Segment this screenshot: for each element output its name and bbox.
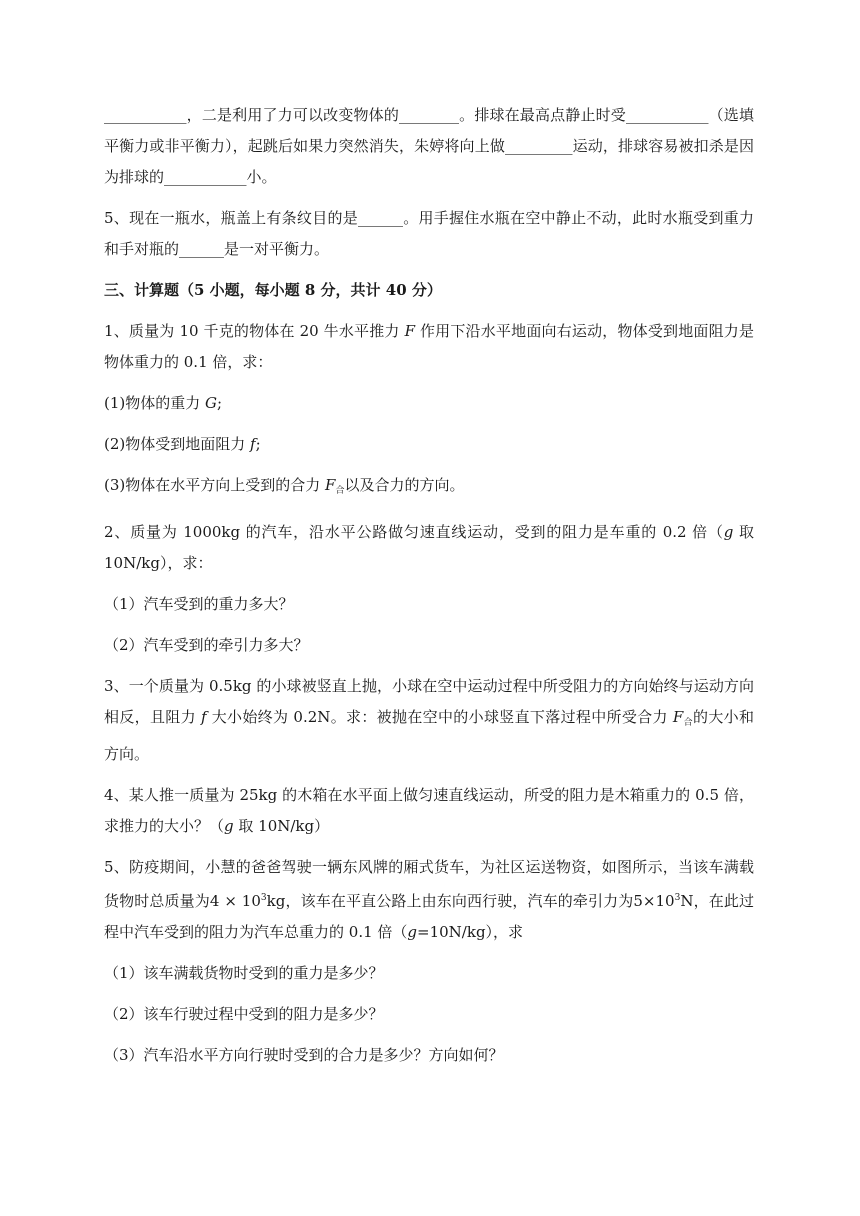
blank: ______ xyxy=(179,240,225,258)
calc-question-1: 1、质量为 10 千克的物体在 20 牛水平推力 F 作用下沿水平地面向右运动，物体受到地面阻力是物体重力的 0.1 倍，求： xyxy=(104,322,754,371)
blank: ___________ xyxy=(104,106,187,124)
calc-question-1-part-3: (3)物体在水平方向上受到的合力 $F_合$以及合力的方向。 xyxy=(104,476,465,496)
section-title: 三、计算题（5 小题，每小题 8 分，共计 40 分） xyxy=(104,281,442,299)
calc-question-2-part-1: （1）汽车受到的重力多大？ xyxy=(104,595,294,613)
calc-question-5-part-1: （1）该车满载货物时受到的重力是多少？ xyxy=(104,964,384,982)
calc-question-4: 4、某人推一质量为 25kg 的木箱在水平面上做匀速直线运动，所受的阻力是木箱重力的 0.5 倍，求推力的大小？（g 取 10N/kg） xyxy=(104,786,754,835)
calc-question-3: 3、一个质量为 0.5kg 的小球被竖直上抛，小球在空中运动过程中所受阻力的方向始终与运动方向相反，且阻力 f 大小始终为 0.2N。求：被抛在空中的小球竖直下落过程中所受合力 $F_合$的大小和方向。 xyxy=(104,677,754,763)
document-page xyxy=(104,100,754,1081)
mass-formula: $4 \times 10^3kg$ xyxy=(209,892,286,910)
blank: ___________ xyxy=(625,106,709,124)
force-formula: $5\times 10^3N$ xyxy=(633,892,694,910)
calc-question-1-part-1: (1)物体的重力 G; xyxy=(104,394,223,412)
question-fill-5: 5、现在一瓶水，瓶盖上有条纹目的是______。用手握住水瓶在空中静止不动，此时水瓶受到重力和手对瓶的______是一对平衡力。 xyxy=(104,209,754,258)
calc-question-5-part-3: （3）汽车沿水平方向行驶时受到的合力是多少？方向如何？ xyxy=(104,1046,504,1064)
blank: ________ xyxy=(398,106,459,124)
calc-question-5: 5、防疫期间，小慧的爸爸驾驶一辆东风牌的厢式货车，为社区运送物资，如图所示，当该车满载货物时总质量为$4 \times 10^3kg$，该车在平直公路上由东向西行驶，汽车的牵引力为$5\times 10^3N$，在此过程中汽车受到的阻力为汽车总重力的 0.1 倍（g=10N/kg），求 xyxy=(104,858,754,941)
blank: ______ xyxy=(357,209,403,227)
calc-question-2: 2、质量为 1000kg 的汽车，沿水平公路做匀速直线运动，受到的阻力是车重的 0.2 倍（g 取10N/kg），求： xyxy=(104,523,754,572)
calc-question-5-part-2: （2）该车行驶过程中受到的阻力是多少？ xyxy=(104,1005,384,1023)
calc-question-1-part-2: (2)物体受到地面阻力 f; xyxy=(104,435,261,453)
calc-question-2-part-2: （2）汽车受到的牵引力多大？ xyxy=(104,636,309,654)
blank: ___________ xyxy=(164,168,247,186)
blank: _________ xyxy=(504,137,573,155)
q4-continuation: ___________，二是利用了力可以改变物体的________。排球在最高点静止时受___________（选填平衡力或非平衡力），起跳后如果力突然消失，朱婷将向上做_________运动，排球容易被扣杀是因为排球的___________小。 xyxy=(104,106,754,186)
